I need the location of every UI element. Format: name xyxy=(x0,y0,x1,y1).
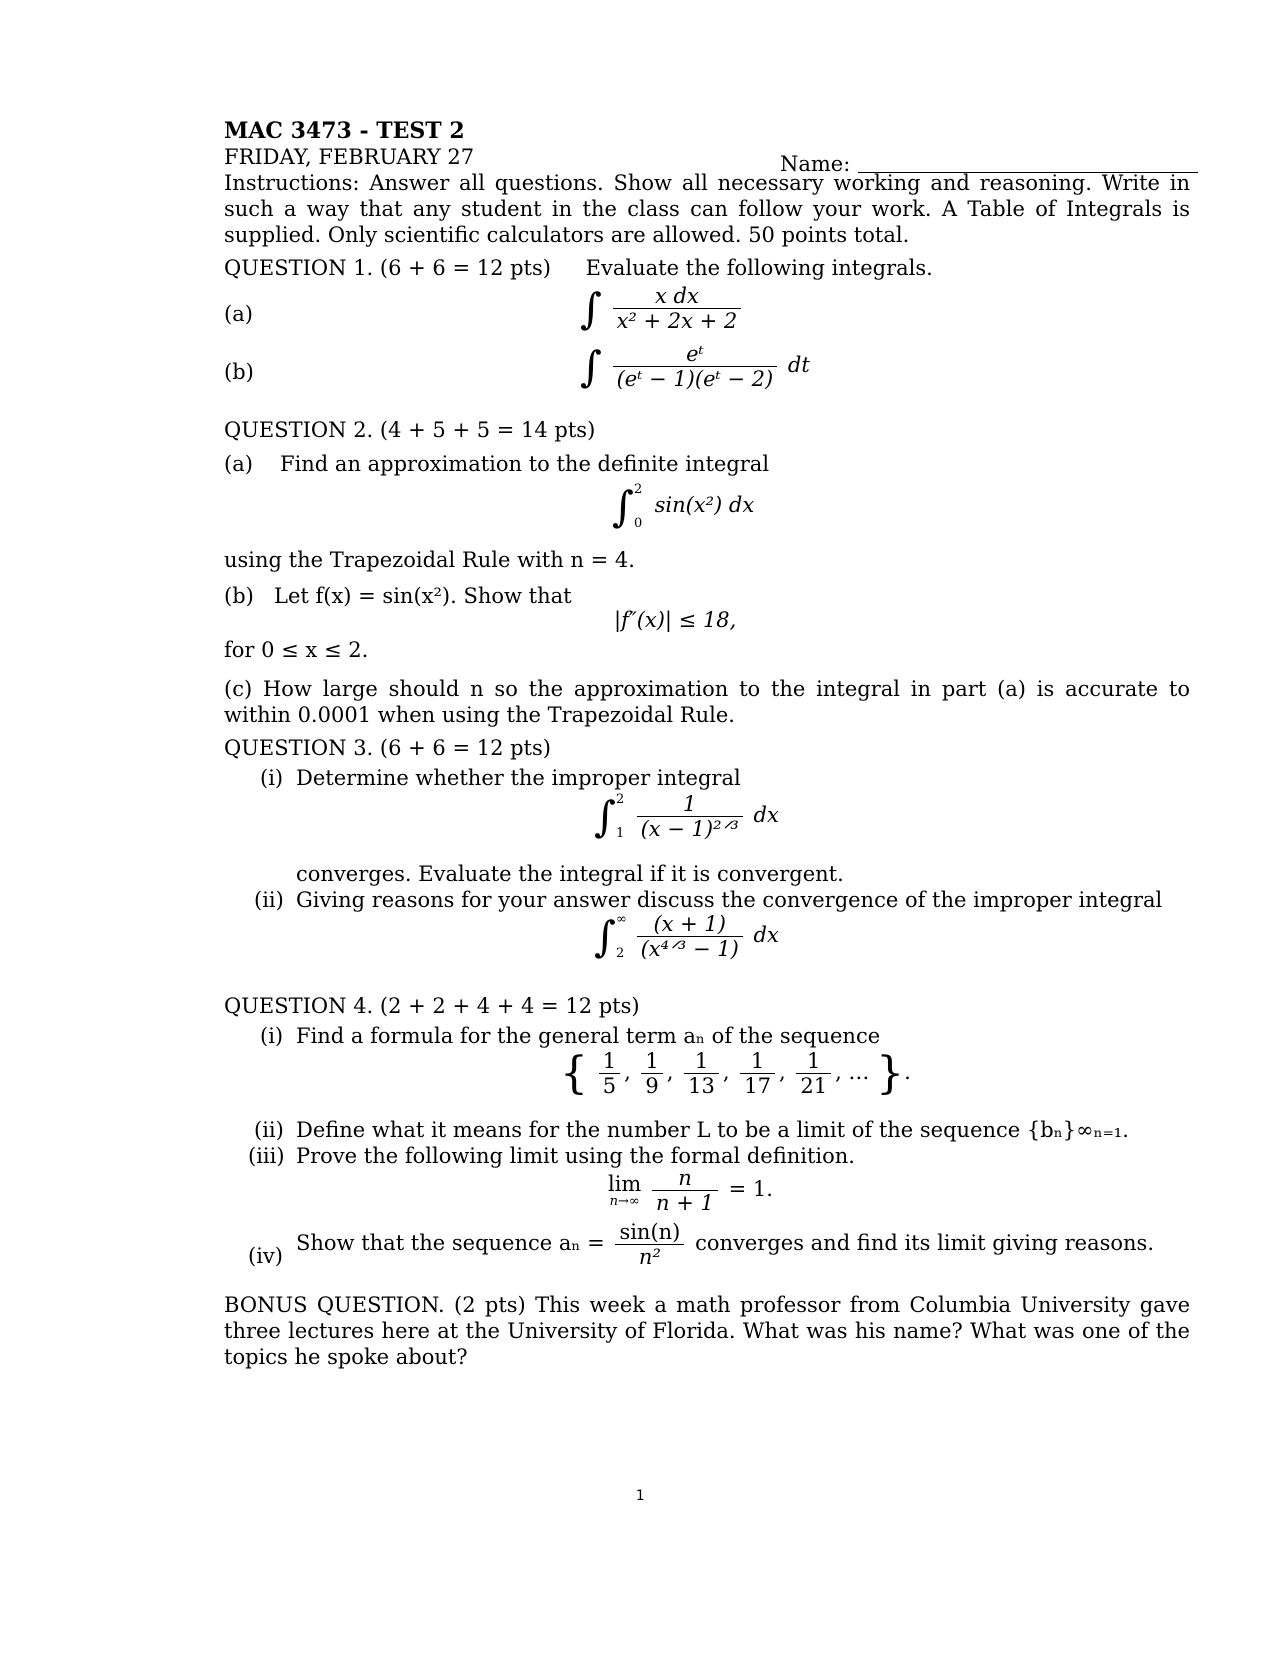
q3i-numerator: 1 xyxy=(637,792,743,817)
integral-sign: ∫ ∞ 2 xyxy=(594,912,627,961)
name-label: Name: xyxy=(780,152,851,176)
q2a-label: (a) xyxy=(224,452,253,476)
integral-sign: ∫ 2 0 xyxy=(612,482,643,531)
lim-denominator: n + 1 xyxy=(656,1191,714,1215)
q3i-label: (i) xyxy=(260,766,284,790)
q2b-label: (b) xyxy=(224,584,254,608)
q3ii-fraction xyxy=(637,912,743,961)
seq-num-1: 1 xyxy=(599,1049,620,1074)
lim-equals: = 1. xyxy=(728,1177,773,1201)
q1b-fraction xyxy=(613,342,778,391)
q3i-differential: dx xyxy=(753,803,779,827)
q2a-upper: 2 xyxy=(634,482,643,497)
q4iv-label: (iv) xyxy=(248,1244,283,1268)
q1a-numerator: x dx xyxy=(613,284,742,309)
q2a-after: using the Trapezoidal Rule with n = 4. xyxy=(224,548,635,572)
q4i-text: Find a formula for the general term aₙ of the sequence xyxy=(296,1024,881,1048)
q2a-lower: 0 xyxy=(634,516,643,531)
lim-word: lim xyxy=(608,1171,642,1196)
q3ii-denominator: (x⁴ᐟ³ − 1) xyxy=(640,937,739,961)
page-number: 1 xyxy=(635,1488,645,1504)
instructions: Instructions: Answer all questions. Show all necessary working and reasoning. Write in such a way that any student in the class can follow your work. A Table of Integrals is supplied. Only scientific calculators are allowed. 50 points total. xyxy=(224,171,1190,247)
lim-operator xyxy=(608,1173,641,1209)
open-brace: { xyxy=(560,1048,588,1099)
q3ii-numerator: (x + 1) xyxy=(637,912,743,937)
q4ii-label: (ii) xyxy=(254,1118,284,1142)
q3ii-text: Giving reasons for your answer discuss the convergence of the improper integral xyxy=(296,888,1163,912)
q2a-integral xyxy=(612,482,754,531)
q3i-text: Determine whether the improper integral xyxy=(296,766,741,790)
integral-sign: ∫ 2 1 xyxy=(594,792,625,841)
q1b-label: (b) xyxy=(224,360,254,384)
q4iv-numerator: sin(n) xyxy=(615,1220,684,1245)
seq-term-3 xyxy=(684,1049,719,1098)
q3ii-label: (ii) xyxy=(254,888,284,912)
q3i-fraction xyxy=(637,792,743,841)
seq-num-2: 1 xyxy=(641,1049,662,1074)
q3ii-upper: ∞ xyxy=(616,912,627,927)
seq-num-3: 1 xyxy=(684,1049,719,1074)
q3ii-integral xyxy=(594,912,779,961)
seq-tail: , … xyxy=(835,1060,870,1084)
seq-term-1 xyxy=(599,1049,620,1098)
q1a-integral xyxy=(580,284,745,333)
q3ii-differential: dx xyxy=(753,923,779,947)
q1b-differential: dt xyxy=(787,353,810,377)
lim-fraction xyxy=(652,1166,718,1215)
q3i-upper: 2 xyxy=(616,792,625,807)
q3i-denominator: (x − 1)²ᐟ³ xyxy=(640,817,739,841)
seq-den-2: 9 xyxy=(645,1074,659,1098)
q2b-after: for 0 ≤ x ≤ 2. xyxy=(224,638,369,662)
bonus-question: BONUS QUESTION. (2 pts) This week a math professor from Columbia University gave three lectures here at the University of Florida. What was his name? What was one of the topics he spoke about? xyxy=(224,1293,1190,1369)
lim-numerator: n xyxy=(652,1166,718,1191)
q1a-label: (a) xyxy=(224,302,253,326)
q1b-denominator: (eᵗ − 1)(eᵗ − 2) xyxy=(616,367,774,391)
seq-term-5 xyxy=(796,1049,831,1098)
q1-points: QUESTION 1. (6 + 6 = 12 pts) xyxy=(224,256,551,280)
seq-term-4 xyxy=(740,1049,775,1098)
q3i-after: converges. Evaluate the integral if it is convergent. xyxy=(296,862,844,886)
q2c-text: (c) How large should n so the approximation to the integral in part (a) is accurate to within 0.0001 when using the Trapezoidal Rule. xyxy=(224,677,1190,727)
q2-heading: QUESTION 2. (4 + 5 + 5 = 14 pts) xyxy=(224,418,596,442)
q2b-inequality: |f″(x)| ≤ 18, xyxy=(614,608,737,632)
q2a-text: Find an approximation to the definite integral xyxy=(280,452,770,476)
seq-den-5: 21 xyxy=(800,1074,828,1098)
q1-prompt: Evaluate the following integrals. xyxy=(585,256,933,280)
q4i-sequence: { $\frac{1}{5}$ , $\frac{1}{9}$ , $\frac{1}{13}$ , $\frac{1}{17}$ , $\frac{1}{21}$ , … }. xyxy=(560,1048,911,1099)
seq-den-3: 13 xyxy=(688,1074,715,1098)
q1a-denominator: x² + 2x + 2 xyxy=(616,309,738,333)
seq-num-4: 1 xyxy=(740,1049,775,1074)
q4iv-pre: Show that the sequence aₙ = xyxy=(296,1231,605,1255)
q3i-lower: 1 xyxy=(616,826,625,841)
q4i-label: (i) xyxy=(260,1024,284,1048)
q2b-text: Let f(x) = sin(x²). Show that xyxy=(274,584,572,608)
q3-heading: QUESTION 3. (6 + 6 = 12 pts) xyxy=(224,736,551,760)
exam-date: FRIDAY, FEBRUARY 27 xyxy=(224,145,475,169)
q4iii-limit xyxy=(608,1166,773,1215)
q4iv-post: converges and find its limit giving reasons. xyxy=(695,1231,1155,1255)
seq-term-2 xyxy=(641,1049,662,1098)
exam-title: MAC 3473 - TEST 2 xyxy=(224,118,465,144)
q4iii-label: (iii) xyxy=(248,1144,285,1168)
q1a-fraction xyxy=(613,284,742,333)
q4iv-denominator: n² xyxy=(638,1245,661,1269)
seq-num-5: 1 xyxy=(796,1049,831,1074)
q2a-integrand: sin(x²) dx xyxy=(654,493,755,517)
q1b-integral xyxy=(580,342,810,391)
q4iii-text: Prove the following limit using the formal definition. xyxy=(296,1144,855,1168)
q4iv-text xyxy=(296,1220,1154,1269)
seq-den-1: 5 xyxy=(602,1074,617,1098)
q1-heading xyxy=(224,256,933,280)
integral-sign: ∫ xyxy=(580,284,602,333)
q3ii-lower: 2 xyxy=(616,946,625,961)
close-brace: } xyxy=(876,1048,905,1099)
q3i-integral xyxy=(594,792,779,841)
q4-heading: QUESTION 4. (2 + 2 + 4 + 4 = 12 pts) xyxy=(224,994,640,1018)
q4iv-fraction xyxy=(615,1220,684,1269)
q1b-numerator: eᵗ xyxy=(613,342,778,367)
integral-sign: ∫ xyxy=(580,342,602,391)
lim-subscript: n→∞ xyxy=(609,1193,640,1209)
seq-den-4: 17 xyxy=(744,1074,771,1098)
q4ii-text: Define what it means for the number L to be a limit of the sequence {bₙ}∞ₙ₌₁. xyxy=(296,1118,1129,1142)
